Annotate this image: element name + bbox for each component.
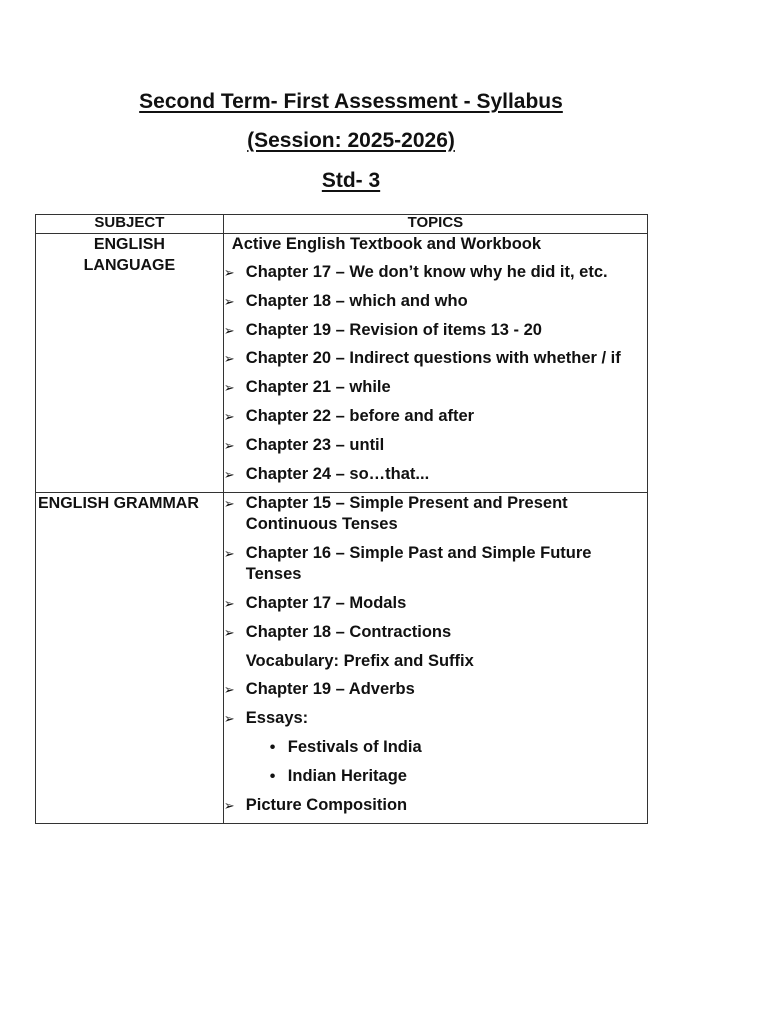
arrow-bullet-icon: ➢ <box>223 682 235 698</box>
topic-list <box>224 262 647 485</box>
table-row <box>36 493 648 824</box>
arrow-bullet-icon: ➢ <box>223 437 235 453</box>
topic-text: Chapter 20 – Indirect questions with whether / if <box>245 349 621 368</box>
subject-label: ENGLISH LANGUAGE <box>83 236 176 274</box>
topic-item <box>224 795 647 816</box>
arrow-bullet-icon: ➢ <box>223 408 235 424</box>
topic-text: Chapter 19 – Revision of items 13 - 20 <box>245 320 542 339</box>
topic-list <box>224 795 647 816</box>
topic-item <box>224 262 647 283</box>
topic-list <box>224 493 647 642</box>
topic-item <box>224 348 647 369</box>
subject-label: ENGLISH GRAMMAR <box>38 495 199 513</box>
essay-list <box>224 737 647 787</box>
arrow-bullet-icon: ➢ <box>223 711 235 727</box>
topic-item <box>224 493 647 535</box>
topic-text: Chapter 19 – Adverbs <box>245 680 415 699</box>
arrow-bullet-icon: ➢ <box>223 546 235 562</box>
topic-item <box>224 406 647 427</box>
topic-text: Chapter 24 – so…that... <box>245 464 430 483</box>
topic-item <box>224 435 647 456</box>
table-header-row <box>36 215 648 234</box>
essay-item <box>224 737 647 758</box>
page-title: Second Term- First Assessment - Syllabus <box>139 90 563 113</box>
topic-text: Chapter 15 – Simple Present and Present Continuous Tenses <box>245 494 568 534</box>
topic-text: Essays: <box>245 709 309 728</box>
topic-item <box>224 464 647 485</box>
essay-item <box>224 766 647 787</box>
arrow-bullet-icon: ➢ <box>223 293 235 309</box>
arrow-bullet-icon: ➢ <box>223 496 235 512</box>
subject-cell-english-language <box>36 234 224 493</box>
topic-text: Chapter 17 – We don’t know why he did it, etc. <box>245 263 608 281</box>
arrow-bullet-icon: ➢ <box>223 322 235 338</box>
arrow-bullet-icon: ➢ <box>223 380 235 396</box>
arrow-bullet-icon: ➢ <box>223 797 235 813</box>
topic-item <box>224 291 647 312</box>
standard-label: Std- 3 <box>321 169 381 192</box>
topic-item <box>224 320 647 341</box>
bullet-dot-icon: • <box>269 738 276 756</box>
subject-cell-english-grammar <box>36 493 224 824</box>
syllabus-table <box>35 214 648 824</box>
column-header-topics: TOPICS <box>223 215 647 234</box>
topic-text: Chapter 18 – Contractions <box>245 622 452 641</box>
arrow-bullet-icon: ➢ <box>223 595 235 611</box>
bullet-dot-icon: • <box>269 767 276 785</box>
arrow-bullet-icon: ➢ <box>223 265 235 280</box>
vocabulary-topic: Vocabulary: Prefix and Suffix <box>245 651 474 670</box>
topic-item <box>224 708 647 729</box>
topic-text: Indian Heritage <box>287 766 407 785</box>
column-header-subject: SUBJECT <box>36 215 224 234</box>
topic-text: Festivals of India <box>287 737 422 756</box>
topic-item <box>224 622 647 643</box>
topic-text: Chapter 17 – Modals <box>245 593 407 612</box>
topic-item <box>224 679 647 700</box>
topic-text: Picture Composition <box>245 795 408 814</box>
table-row <box>36 234 648 493</box>
topic-item <box>224 543 647 585</box>
topic-item <box>224 593 647 614</box>
session-label: (Session: 2025-2026) <box>247 129 455 152</box>
topic-text: Chapter 21 – while <box>245 378 391 397</box>
topic-text: Chapter 18 – which and who <box>245 291 468 310</box>
topic-text: Chapter 22 – before and after <box>245 406 475 425</box>
arrow-bullet-icon: ➢ <box>223 466 235 482</box>
topic-text: Chapter 16 – Simple Past and Simple Future Tenses <box>245 544 592 584</box>
textbook-heading: Active English Textbook and Workbook <box>231 235 542 253</box>
topic-text: Chapter 23 – until <box>245 435 385 454</box>
topic-list <box>224 679 647 729</box>
arrow-bullet-icon: ➢ <box>223 351 235 367</box>
topic-item <box>224 377 647 398</box>
arrow-bullet-icon: ➢ <box>223 624 235 640</box>
topics-cell-english-language <box>223 234 647 493</box>
topics-cell-english-grammar <box>223 493 647 824</box>
